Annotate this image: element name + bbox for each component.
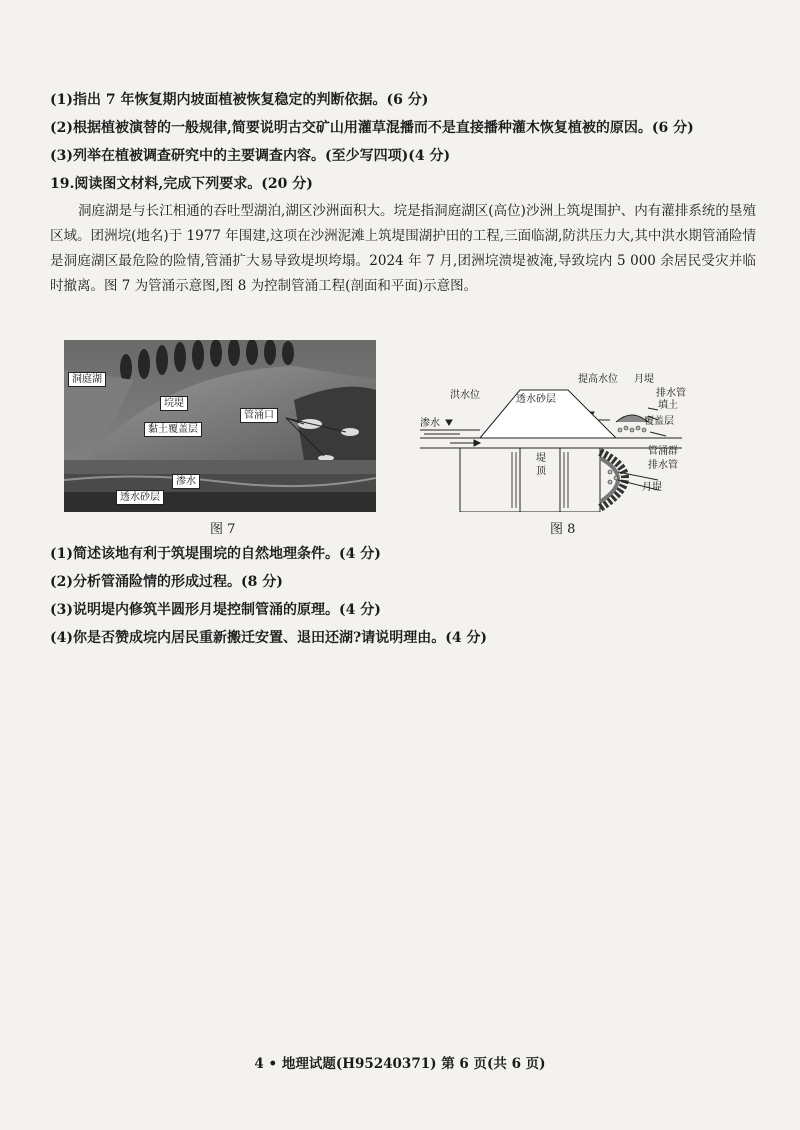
- label-clay-cover: 黏土覆盖层: [144, 422, 202, 437]
- label-dike-top: 堤顶: [536, 453, 546, 477]
- label-drain-pipe-bottom: 排水管: [648, 460, 678, 471]
- question-19-heading: 19.阅读图文材料,完成下列要求。(20 分): [50, 176, 313, 192]
- label-ring-dike-top: 月堤: [634, 374, 654, 385]
- label-boil-mouth: 管涌口: [240, 408, 278, 423]
- question-19-1: (1)简述该地有利于筑堤围垸的自然地理条件。(4 分): [50, 546, 381, 562]
- figure-7-caption: 图 7: [210, 522, 236, 537]
- figure-8-control-diagram: [420, 372, 686, 512]
- question-19-material: 洞庭湖是与长江相通的吞吐型湖泊,湖区沙洲面积大。垸是指洞庭湖区(高位)沙洲上筑堤围护、内有灌排系统的垦殖区域。团洲垸(地名)于 1977 年围建,这项在沙洲泥滩上筑堤围湖护田的工程,三面临湖,防洪压力大,其中洪水期管涌险情是洞庭湖区最危险的险情,管涌扩大易导致堤坝垮塌。2024 年 7 月,团洲垸溃堤被淹,导致垸内 5 000 余居民受灾并临时撤离。图 7 为管涌示意图,图 8 为控制管涌工程(剖面和平面)示意图。: [50, 203, 756, 294]
- question-1: (1)指出 7 年恢复期内坡面植被恢复稳定的判断依据。(6 分): [50, 92, 429, 108]
- label-seepage-8: 渗水: [420, 418, 440, 429]
- label-sand-layer: 透水砂层: [116, 490, 164, 505]
- label-embankment: 垸堤: [160, 396, 188, 411]
- label-fill: 填土: [658, 400, 678, 411]
- page-footer: 4 • 地理试题(H95240371) 第 6 页(共 6 页): [254, 1056, 546, 1072]
- label-raised-level: 提高水位: [578, 374, 618, 385]
- figure-8-caption: 图 8: [550, 522, 576, 537]
- label-boil-group: 管涌群: [648, 446, 678, 457]
- label-sand-layer-8: 透水砂层: [516, 394, 556, 405]
- question-3: (3)列举在植被调查研究中的主要调查内容。(至少写四项)(4 分): [50, 148, 451, 164]
- figure-7-illustration: [64, 340, 376, 512]
- label-flood-level: 洪水位: [450, 390, 480, 401]
- label-ring-dike-bottom: 月堤: [642, 482, 662, 493]
- question-19-2: (2)分析管涌险情的形成过程。(8 分): [50, 574, 283, 590]
- question-19-4: (4)你是否赞成垸内居民重新搬迁安置、退田还湖?请说明理由。(4 分): [50, 630, 488, 646]
- label-cover-layer: 覆盖层: [644, 416, 674, 427]
- label-drain-pipe-top: 排水管: [656, 388, 686, 399]
- label-seepage: 渗水: [172, 474, 200, 489]
- question-2: (2)根据植被演替的一般规律,简要说明古交矿山用灌草混播而不是直接播种灌木恢复植被的原因。(6 分): [50, 120, 694, 136]
- question-19-3: (3)说明堤内修筑半圆形月堤控制管涌的原理。(4 分): [50, 602, 381, 618]
- label-lake: 洞庭湖: [68, 372, 106, 387]
- figure-7-piping-diagram: [64, 340, 376, 512]
